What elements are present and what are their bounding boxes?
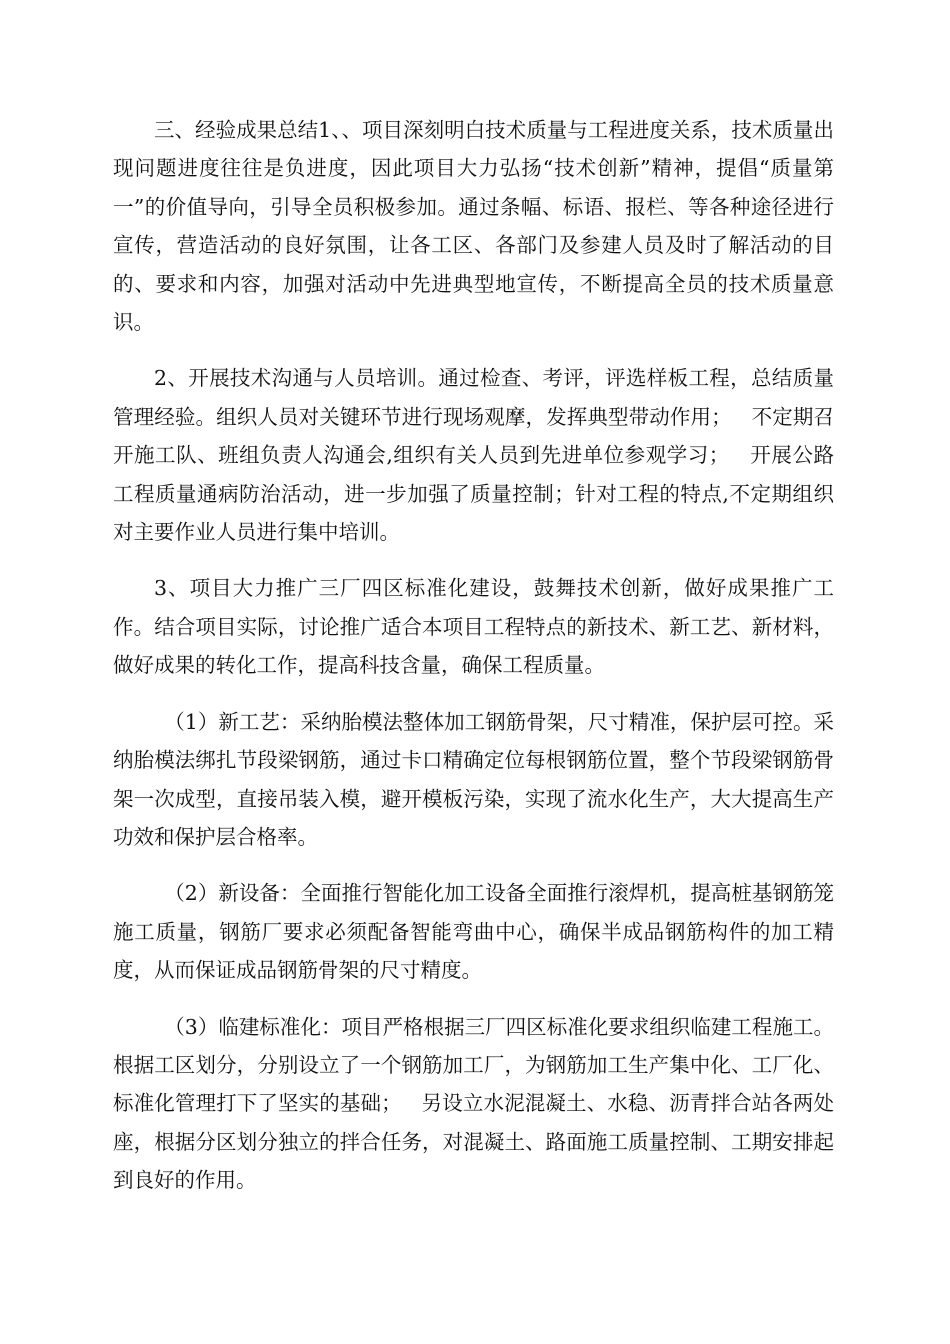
paragraph-temporary-works: （3）临建标准化：项目严格根据三厂四区标准化要求组织临建工程施工。根据工区划分，分别设立了一个钢筋加工厂，为钢筋加工生产集中化、工厂化、标准化管理打下了坚实的基础； 另设立水泥混凝土、水稳、沥青拌合站各两处座，根据分区划分独立的拌合任务，对混凝土、路面施工质量控制、工期安排起到良好的作用。 <box>113 1014 834 1193</box>
paragraph-new-process: （1）新工艺：采纳胎模法整体加工钢筋骨架，尺寸精准，保护层可控。采纳胎模法绑扎节段梁钢筋，通过卡口精确定位每根钢筋位置，整个节段梁钢筋骨架一次成型，直接吊装入模，避开模板污染，实现了流水化生产，大大提高生产功效和保护层合格率。 <box>113 709 834 849</box>
paragraph-standardization: 3、项目大力推广三厂四区标准化建设，鼓舞技术创新，做好成果推广工作。结合项目实际，讨论推广适合本项目工程特点的新技术、新工艺、新材料，做好成果的转化工作，提高科技含量，确保工程质量。 <box>113 576 834 678</box>
paragraph-training: 2、开展技术沟通与人员培训。通过检查、考评，评选样板工程，总结质量管理经验。组织人员对关键环节进行现场观摩，发挥典型带动作用； 不定期召开施工队、班组负责人沟通会,组织有关人员到先进单位参观学习； 开展公路工程质量通病防治活动，进一步加强了质量控制；针对工程的特点,不定期组织对主要作业人员进行集中培训。 <box>113 366 834 545</box>
paragraph-summary: 三、经验成果总结1、、项目深刻明白技术质量与工程进度关系，技术质量出现问题进度往往是负进度，因此项目大力弘扬“技术创新”精神，提倡“质量第一”的价值导向，引导全员积极参加。通过条幅、标语、报栏、等各种途径进行宣传，营造活动的良好氛围，让各工区、各部门及参建人员及时了解活动的目的、要求和内容，加强对活动中先进典型地宣传，不断提高全员的技术质量意识。 <box>113 118 834 335</box>
document-body <box>113 111 834 1218</box>
paragraph-new-equipment: （2）新设备：全面推行智能化加工设备全面推行滚焊机，提高桩基钢筋笼施工质量，钢筋厂要求必须配备智能弯曲中心，确保半成品钢筋构件的加工精度，从而保证成品钢筋骨架的尺寸精度。 <box>113 881 834 983</box>
